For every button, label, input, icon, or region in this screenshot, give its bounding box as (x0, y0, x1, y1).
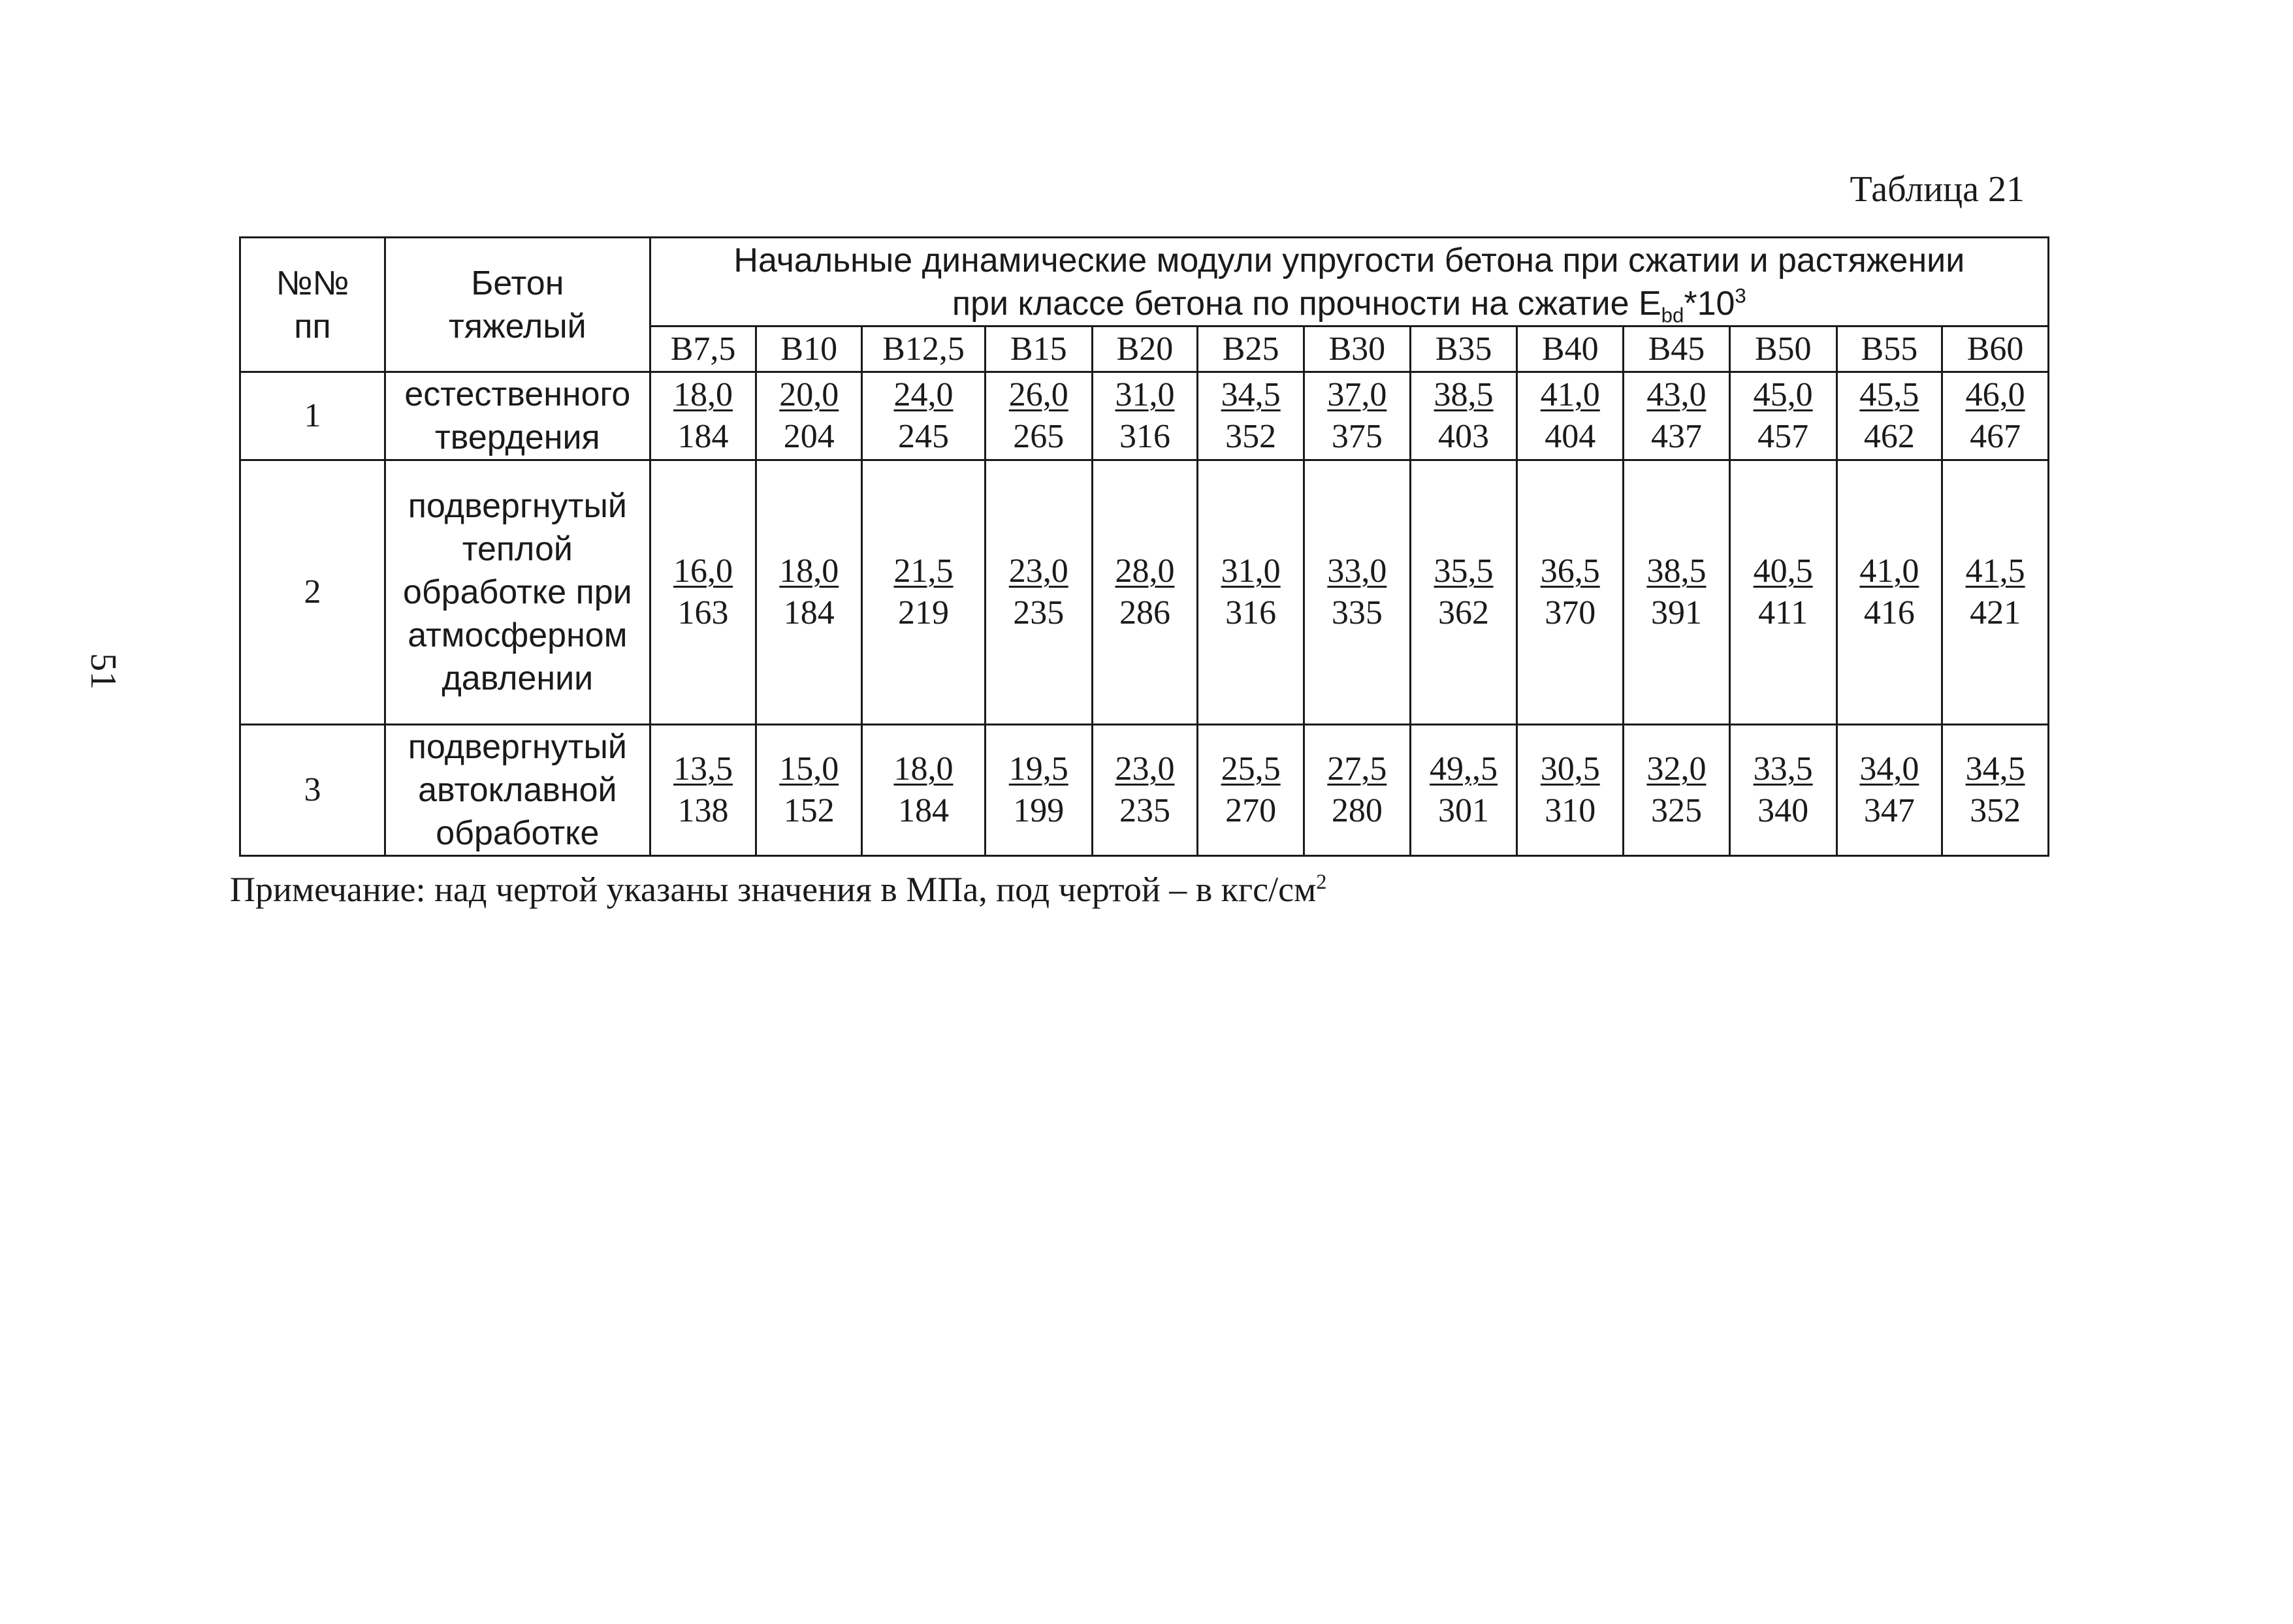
value-mpa: 26,0 (1008, 375, 1068, 413)
table-title: Таблица 21 (1850, 169, 2025, 210)
value-mpa: 19,5 (1008, 750, 1068, 788)
row-label-text: подвергнутый теплой обработке при атмосферном давлении (402, 487, 632, 697)
value-mpa: 18,0 (779, 552, 839, 590)
value-kgs: 352 (1970, 791, 2021, 829)
value-kgs: 391 (1650, 594, 1702, 631)
value-kgs: 467 (1970, 417, 2021, 455)
value-cell (1942, 725, 2049, 856)
header-col-concrete-label: Бетон тяжелый (448, 264, 586, 345)
header-col-number-label: №№ пп (276, 264, 349, 345)
header-main-line2-prefix: при классе бетона по прочности на сжатие E (952, 284, 1661, 323)
value-mpa: 33,0 (1327, 552, 1387, 590)
value-cell (1729, 372, 1836, 460)
value-kgs: 325 (1650, 791, 1702, 829)
value-cell (1942, 372, 2049, 460)
value-cell (756, 460, 862, 725)
class-header: B25 (1198, 326, 1304, 372)
modulus-table-container (239, 236, 2049, 857)
value-cell (650, 725, 756, 856)
value-mpa: 28,0 (1115, 552, 1175, 590)
value-kgs: 235 (1013, 594, 1065, 631)
value-mpa: 35,5 (1434, 552, 1494, 590)
value-cell (1517, 725, 1624, 856)
value-kgs: 421 (1970, 594, 2021, 631)
value-cell (1410, 460, 1517, 725)
class-header: B50 (1729, 326, 1836, 372)
table-row (240, 460, 2049, 725)
value-mpa: 41,0 (1540, 375, 1600, 413)
value-mpa: 41,5 (1965, 552, 2025, 590)
value-mpa: 34,5 (1965, 750, 2025, 788)
value-cell (1092, 460, 1198, 725)
value-cell (756, 372, 862, 460)
row-label (385, 372, 650, 460)
value-mpa: 37,0 (1327, 375, 1387, 413)
value-kgs: 152 (783, 791, 835, 829)
class-header: B7,5 (650, 326, 756, 372)
value-kgs: 286 (1119, 594, 1170, 631)
value-cell (1304, 725, 1411, 856)
class-header: B10 (756, 326, 862, 372)
value-mpa: 25,5 (1221, 750, 1281, 788)
value-mpa: 46,0 (1965, 375, 2025, 413)
value-mpa: 15,0 (779, 750, 839, 788)
value-kgs: 310 (1545, 791, 1596, 829)
value-cell (1624, 460, 1730, 725)
modulus-table (239, 236, 2049, 857)
class-header: B20 (1092, 326, 1198, 372)
header-row-main (240, 238, 2049, 326)
value-mpa: 20,0 (779, 375, 839, 413)
header-col-number (240, 238, 385, 372)
class-header: B15 (985, 326, 1092, 372)
value-kgs: 316 (1225, 594, 1277, 631)
value-cell (1942, 460, 2049, 725)
value-cell (985, 372, 1092, 460)
value-kgs: 457 (1757, 417, 1809, 455)
value-cell (1624, 725, 1730, 856)
value-cell (1092, 725, 1198, 856)
value-cell (1198, 460, 1304, 725)
row-number: 1 (240, 372, 385, 460)
value-mpa: 45,5 (1859, 375, 1919, 413)
value-kgs: 219 (898, 594, 949, 631)
value-kgs: 347 (1863, 791, 1915, 829)
value-cell (1198, 725, 1304, 856)
value-cell (1729, 460, 1836, 725)
class-header: B60 (1942, 326, 2049, 372)
value-mpa: 30,5 (1540, 750, 1600, 788)
value-kgs: 280 (1331, 791, 1383, 829)
value-kgs: 462 (1863, 417, 1915, 455)
header-main-line1: Начальные динамические модули упругости бетона при сжатии и растяжении (733, 241, 1965, 279)
value-kgs: 340 (1757, 791, 1809, 829)
value-kgs: 375 (1331, 417, 1383, 455)
value-mpa: 38,5 (1434, 375, 1494, 413)
value-kgs: 184 (677, 417, 729, 455)
value-kgs: 416 (1863, 594, 1915, 631)
value-mpa: 45,0 (1753, 375, 1813, 413)
value-mpa: 31,0 (1115, 375, 1175, 413)
value-kgs: 235 (1119, 791, 1170, 829)
value-mpa: 34,5 (1221, 375, 1281, 413)
page-number: 51 (83, 653, 123, 690)
value-kgs: 270 (1225, 791, 1277, 829)
value-kgs: 316 (1119, 417, 1170, 455)
value-cell (1836, 460, 1942, 725)
value-mpa: 13,5 (673, 750, 733, 788)
value-mpa: 27,5 (1327, 750, 1387, 788)
value-kgs: 199 (1013, 791, 1065, 829)
row-label-text: подвергнутый автоклавной обработке (408, 728, 627, 852)
value-mpa: 41,0 (1859, 552, 1919, 590)
class-header: B30 (1304, 326, 1411, 372)
value-cell (756, 725, 862, 856)
value-cell (1410, 725, 1517, 856)
value-kgs: 403 (1438, 417, 1490, 455)
value-kgs: 301 (1438, 791, 1490, 829)
table-row (240, 372, 2049, 460)
class-header: B45 (1624, 326, 1730, 372)
value-mpa: 18,0 (673, 375, 733, 413)
table-note (230, 868, 1326, 911)
value-cell (1304, 372, 1411, 460)
value-cell (1517, 372, 1624, 460)
header-col-concrete (385, 238, 650, 372)
value-mpa: 18,0 (893, 750, 954, 788)
header-main-line2 (651, 282, 2047, 325)
value-kgs: 138 (677, 791, 729, 829)
value-kgs: 411 (1758, 594, 1808, 631)
class-header: B35 (1410, 326, 1517, 372)
header-main-line2-sup: 3 (1735, 284, 1746, 308)
row-label-text: естественного твердения (404, 375, 631, 456)
table-row (240, 725, 2049, 856)
value-cell (1624, 372, 1730, 460)
value-cell (1198, 372, 1304, 460)
value-mpa: 23,0 (1008, 552, 1068, 590)
row-number: 3 (240, 725, 385, 856)
header-main-line2-sub: bd (1661, 303, 1684, 326)
value-mpa: 32,0 (1646, 750, 1707, 788)
value-mpa: 40,5 (1753, 552, 1813, 590)
value-cell (650, 372, 756, 460)
value-cell (1729, 725, 1836, 856)
row-number: 2 (240, 460, 385, 725)
value-mpa: 16,0 (673, 552, 733, 590)
value-cell (1517, 460, 1624, 725)
value-cell (985, 460, 1092, 725)
value-mpa: 34,0 (1859, 750, 1919, 788)
value-kgs: 163 (677, 594, 729, 631)
value-mpa: 24,0 (893, 375, 954, 413)
value-kgs: 362 (1438, 594, 1490, 631)
value-mpa: 33,5 (1753, 750, 1813, 788)
value-kgs: 265 (1013, 417, 1065, 455)
value-kgs: 352 (1225, 417, 1277, 455)
value-cell (862, 725, 986, 856)
value-cell (1092, 372, 1198, 460)
value-cell (1410, 372, 1517, 460)
class-header: B40 (1517, 326, 1624, 372)
value-mpa: 21,5 (893, 552, 954, 590)
value-kgs: 370 (1545, 594, 1596, 631)
row-label (385, 725, 650, 856)
value-cell (1836, 725, 1942, 856)
header-main-line2-mid: *10 (1684, 284, 1735, 323)
class-header: B12,5 (862, 326, 986, 372)
value-cell (1304, 460, 1411, 725)
value-kgs: 404 (1545, 417, 1596, 455)
value-kgs: 335 (1331, 594, 1383, 631)
value-kgs: 245 (898, 417, 949, 455)
value-mpa: 36,5 (1540, 552, 1600, 590)
header-main (650, 238, 2048, 326)
table-note-sup: 2 (1316, 870, 1327, 894)
value-mpa: 23,0 (1115, 750, 1175, 788)
row-label (385, 460, 650, 725)
value-mpa: 43,0 (1646, 375, 1707, 413)
value-cell (1836, 372, 1942, 460)
value-cell (985, 725, 1092, 856)
class-header: B55 (1836, 326, 1942, 372)
value-kgs: 184 (898, 791, 949, 829)
value-kgs: 184 (783, 594, 835, 631)
table-note-text: Примечание: над чертой указаны значения в МПа, под чертой – в кгс/см (230, 870, 1317, 909)
value-mpa: 49,,5 (1430, 750, 1498, 788)
value-cell (862, 372, 986, 460)
value-kgs: 437 (1650, 417, 1702, 455)
value-mpa: 31,0 (1221, 552, 1281, 590)
value-cell (862, 460, 986, 725)
value-mpa: 38,5 (1646, 552, 1707, 590)
value-kgs: 204 (783, 417, 835, 455)
value-cell (650, 460, 756, 725)
